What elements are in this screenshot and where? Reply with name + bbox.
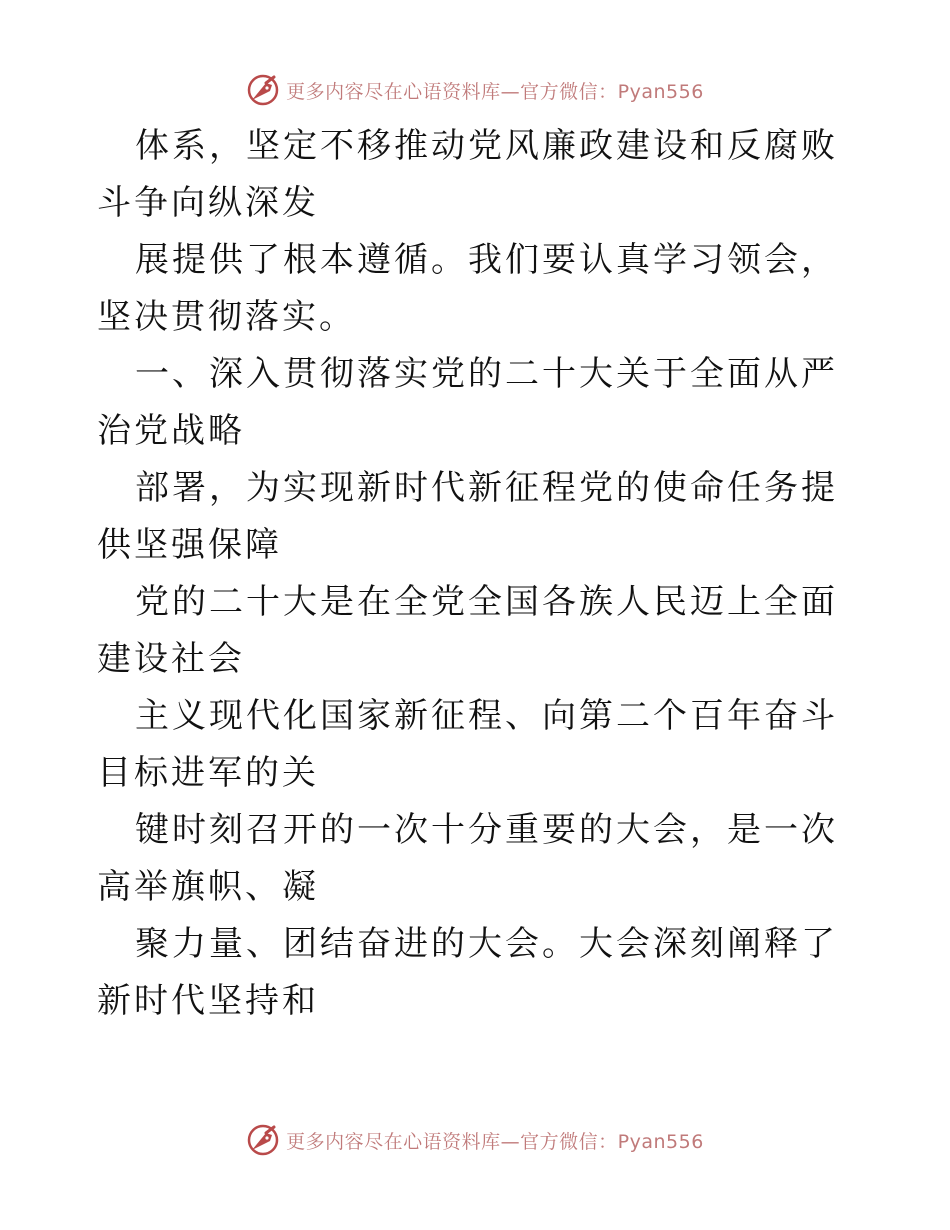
paragraph-5: 党的二十大是在全党全国各族人民迈上全面建设社会 <box>97 582 838 679</box>
footer-banner <box>0 1120 950 1160</box>
header-banner <box>0 70 950 110</box>
document-body <box>97 118 857 1030</box>
pen-nib-logo-icon <box>246 1123 280 1157</box>
pen-nib-logo-icon <box>246 73 280 107</box>
paragraph-3: 一、深入贯彻落实党的二十大关于全面从严治党战略 <box>97 354 838 451</box>
paragraph-7: 键时刻召开的一次十分重要的大会，是一次高举旗帜、凝 <box>97 810 838 907</box>
paragraph-2: 展提供了根本遵循。我们要认真学习领会，坚决贯彻落实。 <box>97 240 838 337</box>
paragraph-8: 聚力量、团结奋进的大会。大会深刻阐释了新时代坚持和 <box>97 924 838 1021</box>
footer-banner-text: 更多内容尽在心语资料库—官方微信：Pyan556 <box>286 1130 704 1153</box>
paragraph-6: 主义现代化国家新征程、向第二个百年奋斗目标进军的关 <box>97 696 838 793</box>
header-banner-text: 更多内容尽在心语资料库—官方微信：Pyan556 <box>286 80 704 103</box>
paragraph-4: 部署，为实现新时代新征程党的使命任务提供坚强保障 <box>97 468 838 565</box>
paragraph-1: 体系，坚定不移推动党风廉政建设和反腐败斗争向纵深发 <box>97 126 838 223</box>
